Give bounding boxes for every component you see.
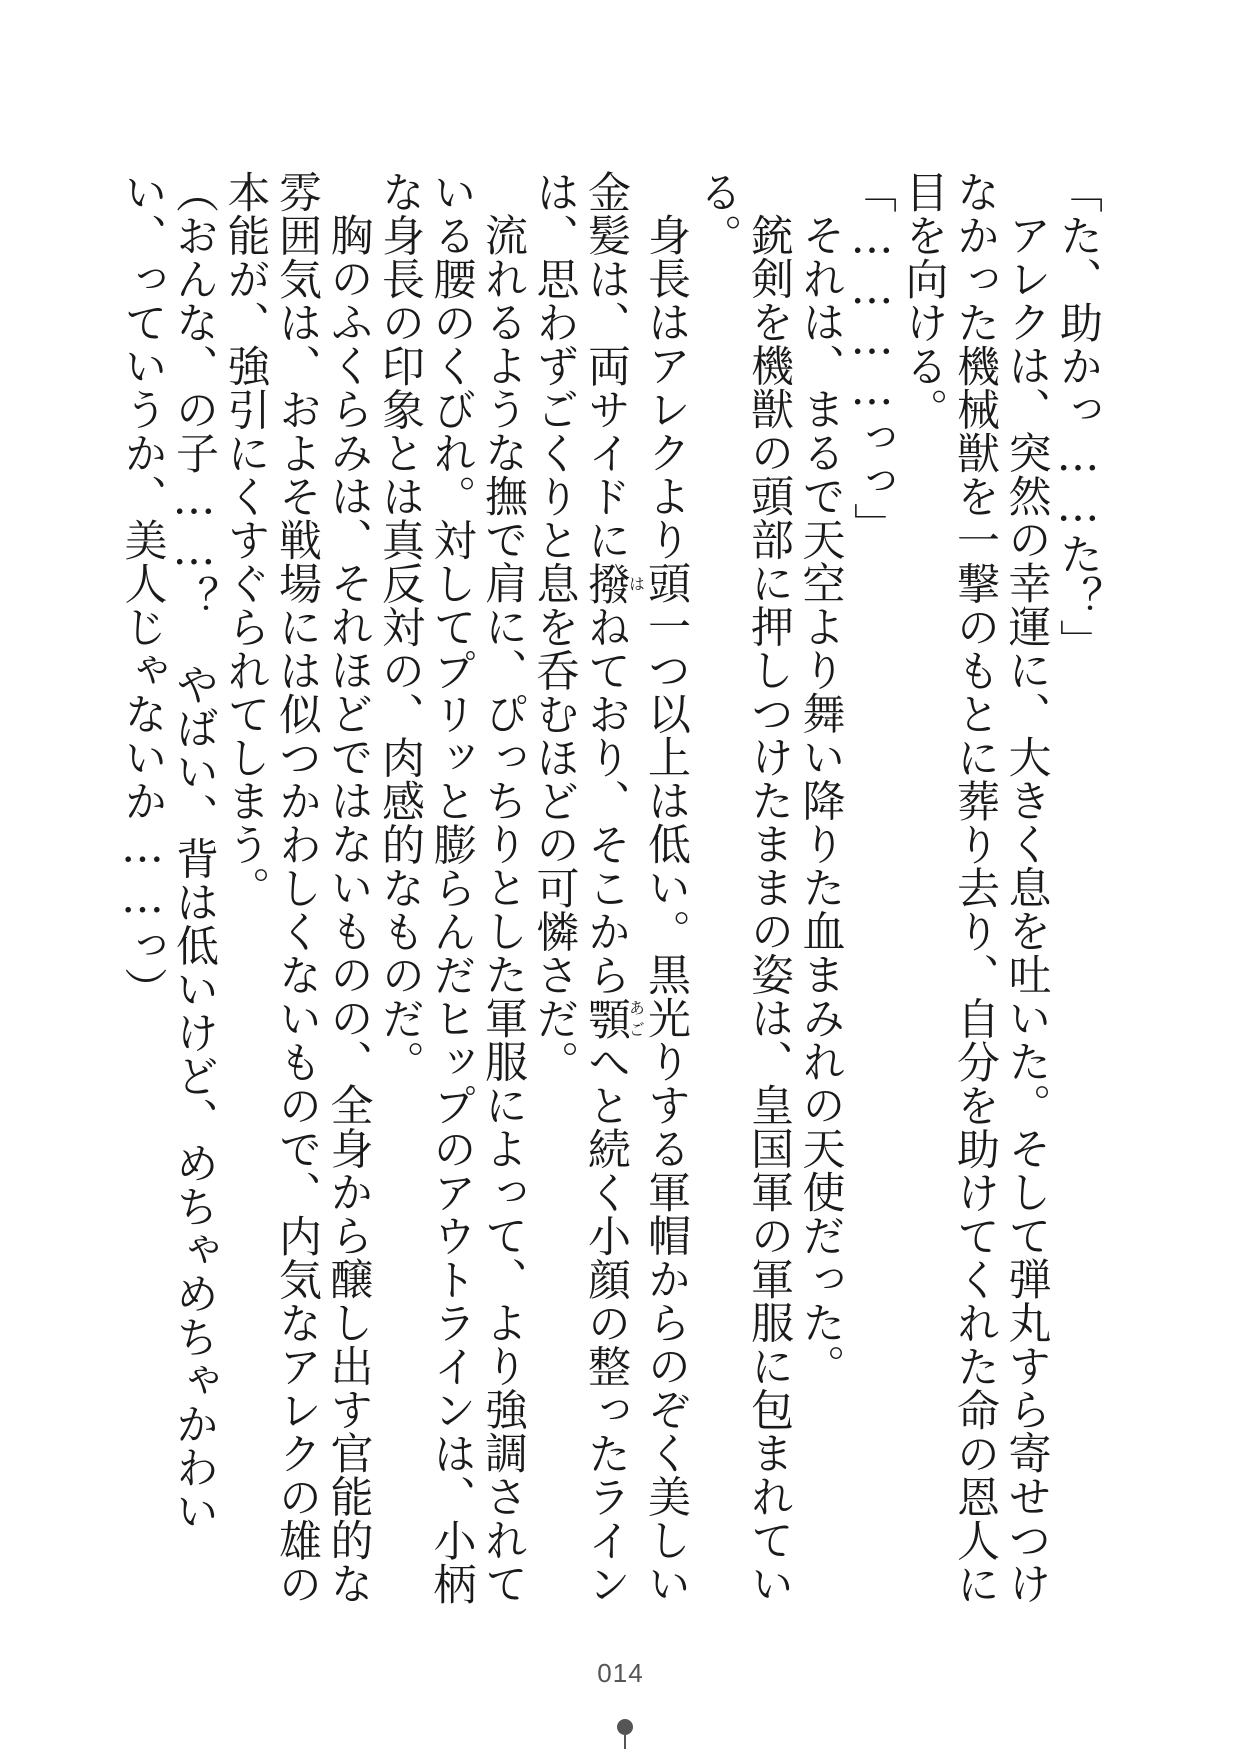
ruby-ago-reading: あご — [626, 996, 646, 1040]
paragraph-4: それは、まるで天空より舞い降りた血まみれの天使だった。 — [795, 213, 846, 1388]
page-marker-line — [624, 1735, 626, 1749]
paragraph-6-part-1: 身長はアレクより頭一つ以上は低い。黒光りする軍帽からのぞく美しい金髪は、両サイドに — [581, 170, 691, 1605]
paragraph-3: 「…………っっ」 — [847, 170, 897, 546]
ruby-ha-base: 撥 — [581, 561, 631, 605]
ruby-ago — [581, 996, 646, 1041]
body-text — [103, 170, 1103, 1610]
page-number: 014 — [597, 1658, 644, 1688]
paragraph-7: 流れるような撫で肩に、ぴっちりとした軍服によって、より強調されている腰のくびれ。対してプリッと膨らんだヒップのアウトラインは、小柄な身長の印象とは真反対の、肉感的なものだ。 — [375, 170, 528, 1606]
paragraph-9: （おんな、の子……？ やばい、背は低いけど、めちゃめちゃかわいい、っていうか、美人じゃないか……っ） — [117, 170, 219, 1533]
paragraph-2: アレクは、突然の幸運に、大きく息を吐いた。そして弾丸すら寄せつけなかった機械獣を一撃のもとに葬り去り、自分を助けてくれた命の恩人に目を向ける。 — [898, 170, 1052, 1606]
paragraph-5: 銃剣を機獣の頭部に押しつけたままの姿は、皇国軍の軍服に包まれている。 — [692, 170, 794, 1605]
paragraph-6-part-2: ねており、そこから — [581, 605, 631, 997]
ruby-ha — [581, 561, 646, 606]
page-marker-dot — [617, 1719, 633, 1735]
paragraph-6 — [528, 170, 691, 1610]
paragraph-8: 胸のふくらみは、それほどではないものの、全身から醸し出す官能的な雰囲気は、およそ戦場には似つかわしくないもので、内気なアレクの雄の本能が、強引にくすぐられてしまう。 — [220, 170, 374, 1606]
paragraph-1: 「た、助かっ……た？」 — [1053, 170, 1103, 663]
ruby-ago-base: 顎 — [581, 996, 631, 1040]
ruby-ha-reading: は — [626, 561, 646, 605]
paragraph-6-part-3: へと続く小顔の整ったラインは、思わずごくりと息を呑むほどの可憐さだ。 — [529, 170, 631, 1606]
